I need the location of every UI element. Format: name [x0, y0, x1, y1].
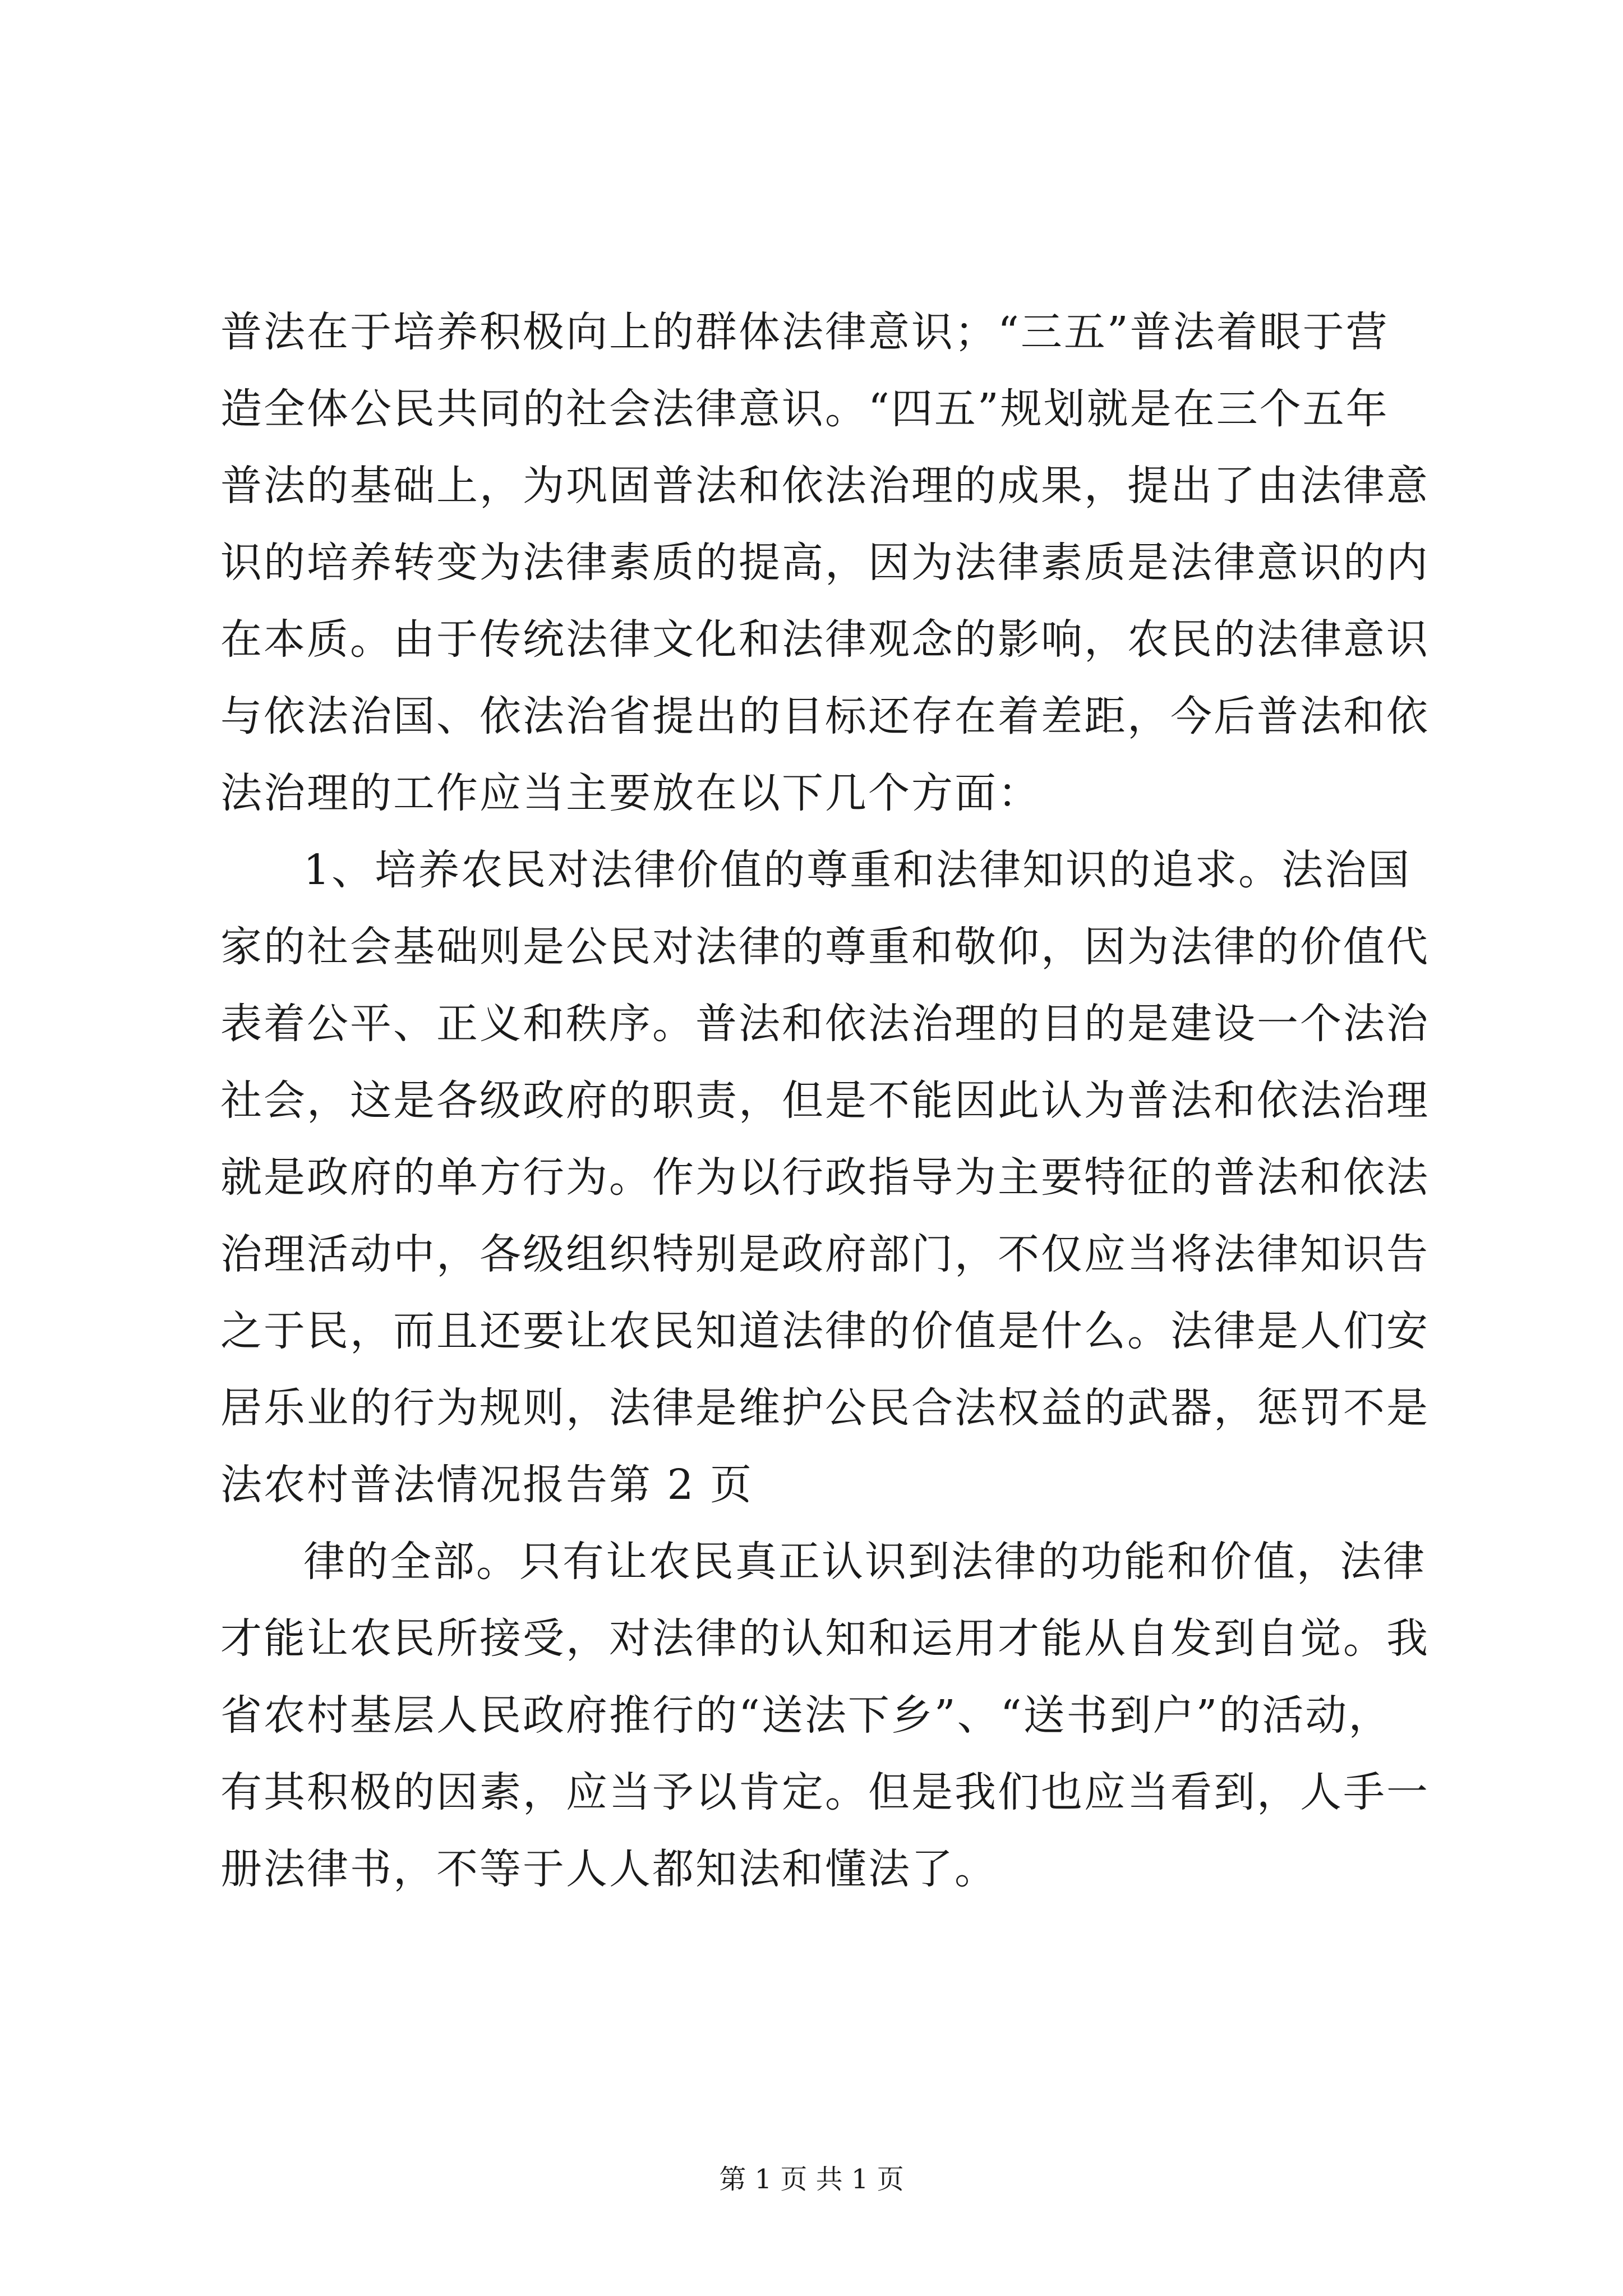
text-line: 才能让农民所接受，对法律的认知和运用才能从自发到自觉。我: [220, 1614, 1430, 1663]
text-line: 在本质。由于传统法律文化和法律观念的影响，农民的法律意识: [220, 615, 1430, 664]
text-line: 居乐业的行为规则，法律是维护公民合法权益的武器，惩罚不是: [220, 1384, 1430, 1432]
text-line: 册法律书，不等于人人都知法和懂法了。: [220, 1845, 998, 1893]
text-line: 省农村基层人民政府推行的“送法下乡”、“送书到户”的活动，: [220, 1691, 1392, 1740]
text-line: 治理活动中，各级组织特别是政府部门，不仅应当将法律知识告: [220, 1230, 1430, 1278]
text-line: 表着公平、正义和秩序。普法和依法治理的目的是建设一个法治: [220, 1000, 1430, 1048]
text-line: 就是政府的单方行为。作为以行政指导为主要特征的普法和依法: [220, 1153, 1430, 1202]
paragraph-start-line: 1、培养农民对法律价值的尊重和法律知识的追求。法治国: [303, 846, 1412, 894]
text-line: 造全体公民共同的社会法律意识。“四五”规划就是在三个五年: [220, 385, 1389, 433]
text-line: 家的社会基础则是公民对法律的尊重和敬仰，因为法律的价值代: [220, 923, 1430, 971]
text-line: 普法在于培养积极向上的群体法律意识；“三五”普法着眼于营: [220, 308, 1389, 356]
text-line: 与依法治国、依法治省提出的目标还存在着差距，今后普法和依: [220, 692, 1430, 740]
text-line: 法治理的工作应当主要放在以下几个方面：: [220, 769, 1041, 817]
body-text: [220, 294, 1430, 1908]
text-line: 有其积极的因素，应当予以肯定。但是我们也应当看到，人手一: [220, 1768, 1430, 1816]
text-line: 之于民，而且还要让农民知道法律的价值是什么。法律是人们安: [220, 1307, 1430, 1355]
page-break-label: 法农村普法情况报告第 2 页: [220, 1461, 754, 1509]
text-line: 普法的基础上，为巩固普法和依法治理的成果，提出了由法律意: [220, 462, 1430, 510]
page-footer: 第 1 页 共 1 页: [719, 2164, 904, 2195]
paragraph-start-line: 律的全部。只有让农民真正认识到法律的功能和价值，法律: [303, 1538, 1426, 1586]
text-line: 社会，这是各级政府的职责，但是不能因此认为普法和依法治理: [220, 1076, 1430, 1125]
text-line: 识的培养转变为法律素质的提高，因为法律素质是法律意识的内: [220, 539, 1430, 587]
